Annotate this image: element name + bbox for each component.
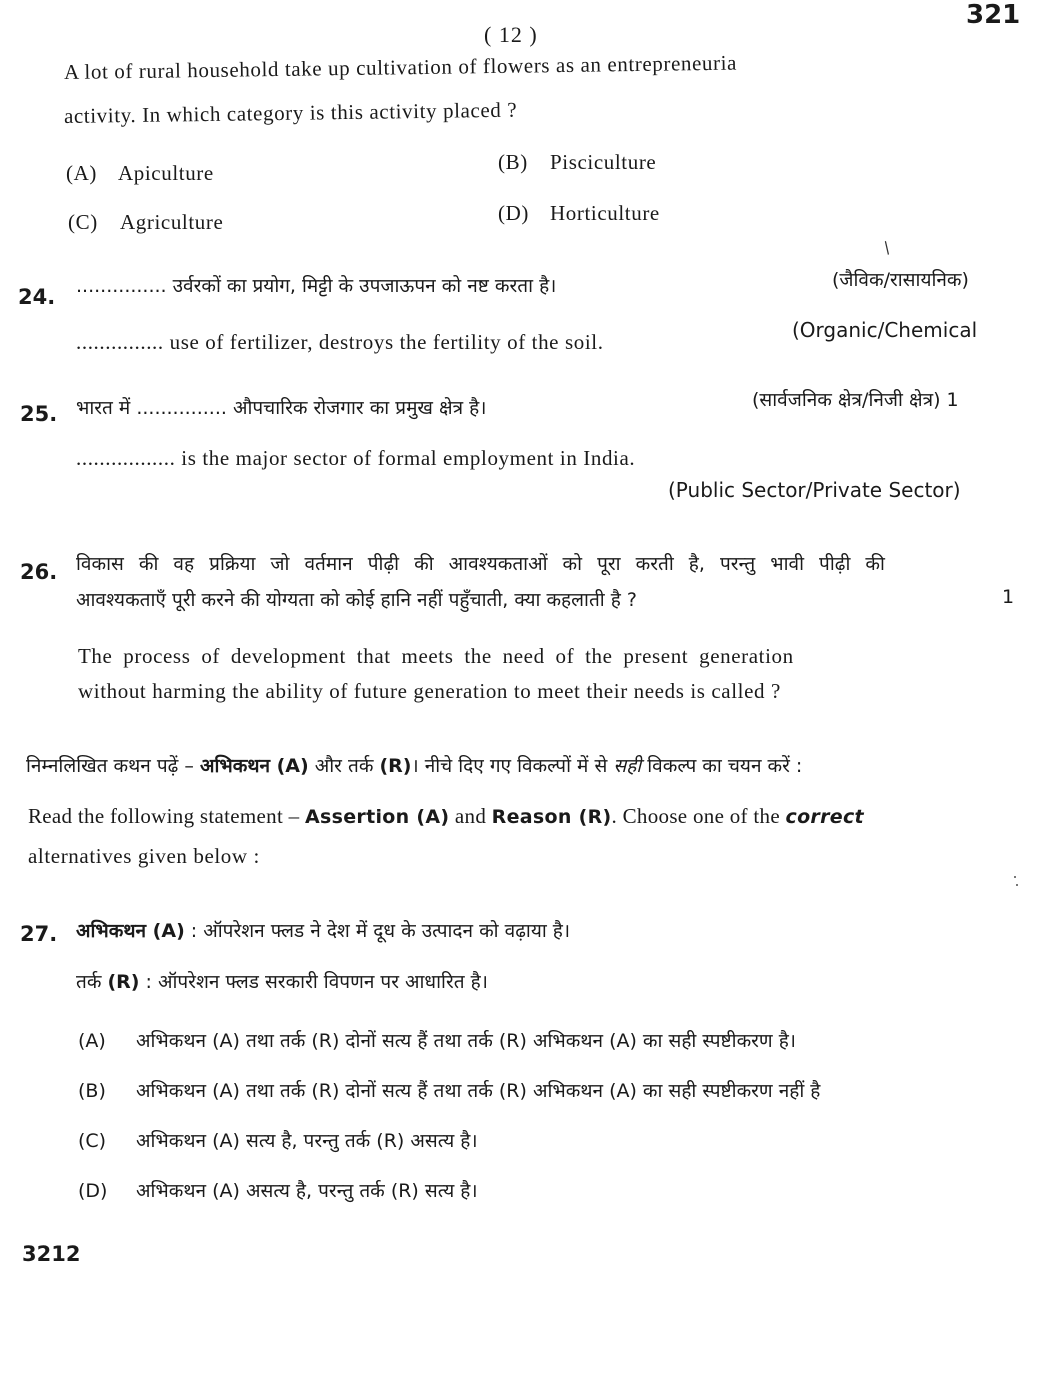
instruction-english-reason: Reason (R) — [491, 806, 612, 828]
question-25-hindi-choice: (सार्वजनिक क्षेत्र/निजी क्षेत्र) 1 — [752, 389, 959, 411]
option-label: (B) — [498, 150, 528, 174]
option-label: (D) — [78, 1180, 108, 1202]
question-27-assertion — [76, 917, 570, 943]
question-27-option-c — [78, 1127, 478, 1153]
question-25-hindi: भारत में ............... औपचारिक रोजगार का प्रमुख क्षेत्र है। — [76, 397, 487, 419]
scan-speck — [1016, 884, 1018, 886]
instruction-english-line2: alternatives given below : — [28, 844, 260, 868]
question-26-hindi-line2: आवश्यकताएँ पूरी करने की योग्यता को कोई हानि नहीं पहुँचाती, क्या कहलाती है ? — [76, 589, 637, 611]
option-text: अभिकथन (A) सत्य है, परन्तु तर्क (R) असत्य है। — [136, 1130, 478, 1152]
question-number: 27. — [20, 922, 58, 946]
reason-label: तर्क — [76, 971, 108, 993]
question-number: 25. — [20, 402, 58, 426]
question-27-reason — [76, 968, 488, 994]
option-label: (C) — [68, 210, 98, 234]
option-text: Pisciculture — [550, 150, 657, 174]
question-number: 26. — [20, 560, 58, 584]
assertion-text: : ऑपरेशन फ्लड ने देश में दूध के उत्पादन को वढ़ाया है। — [184, 920, 571, 942]
instruction-hindi — [26, 752, 802, 778]
question-23-option-d — [498, 201, 660, 226]
question-23-text-line2: activity. In which category is this activity placed ? — [63, 97, 518, 128]
question-26-hindi-line1: विकास की वह प्रक्रिया जो वर्तमान पीढ़ी की आवश्यकताओं को पूरा करती है, परन्तु भावी पीढ़ी की — [76, 553, 885, 575]
footer-paper-code: 3212 — [22, 1242, 81, 1266]
page-number: ( 12 ) — [484, 22, 538, 47]
question-26-english-line1: The process of development that meets the need of the present generation — [78, 644, 794, 668]
option-label: (A) — [66, 161, 97, 185]
instruction-hindi-correct: सही — [613, 755, 642, 777]
option-text: Apiculture — [118, 161, 214, 185]
instruction-english-assertion: Assertion (A) — [305, 806, 450, 828]
question-23-option-b — [498, 150, 656, 175]
question-27-option-a — [78, 1027, 796, 1053]
instruction-english-part: Read the following statement – — [28, 804, 305, 828]
instruction-english-line1 — [28, 804, 864, 829]
question-27-option-d — [78, 1177, 478, 1203]
option-text: Horticulture — [550, 201, 660, 225]
scan-speck — [1014, 876, 1016, 878]
question-23-option-c — [68, 210, 223, 235]
option-text: Agriculture — [120, 210, 224, 234]
option-label: (C) — [78, 1130, 107, 1152]
reason-label-r: (R) — [107, 971, 140, 993]
option-label: (D) — [498, 201, 529, 225]
instruction-hindi-assertion: अभिकथन (A) — [199, 755, 309, 777]
question-26-marks: 1 — [1002, 586, 1015, 608]
question-24-english-choice: (Organic/Chemical — [792, 318, 978, 342]
question-24-english: ............... use of fertilizer, destroys the fertility of the soil. — [76, 330, 604, 354]
question-23-text-line1: A lot of rural household take up cultivation of flowers as an entrepreneuria — [63, 50, 738, 84]
paper-code-top: 321 — [966, 0, 1021, 30]
reason-text: : ऑपरेशन फ्लड सरकारी विपणन पर आधारित है। — [139, 971, 488, 993]
question-27-option-b — [78, 1077, 820, 1103]
pencil-tick-icon: / — [879, 237, 894, 258]
instruction-hindi-part: विकल्प का चयन करें : — [641, 755, 803, 777]
question-number: 24. — [18, 285, 56, 309]
instruction-hindi-reason: (R) — [379, 755, 412, 777]
option-label: (B) — [78, 1080, 106, 1102]
question-25-english-choice: (Public Sector/Private Sector) — [668, 478, 961, 502]
question-23-option-a — [66, 161, 214, 186]
option-text: अभिकथन (A) असत्य है, परन्तु तर्क (R) सत्य है। — [136, 1180, 478, 1202]
option-text: अभिकथन (A) तथा तर्क (R) दोनों सत्य हैं तथा तर्क (R) अभिकथन (A) का सही स्पष्टीकरण है। — [136, 1030, 797, 1052]
question-25-english: ................. is the major sector of formal employment in India. — [76, 446, 636, 470]
instruction-english-part: . Choose one of the — [611, 804, 786, 828]
instruction-hindi-part: निम्नलिखित कथन पढ़ें – — [26, 755, 200, 777]
option-label: (A) — [78, 1030, 106, 1052]
option-text: अभिकथन (A) तथा तर्क (R) दोनों सत्य हैं तथा तर्क (R) अभिकथन (A) का सही स्पष्टीकरण नहीं है — [136, 1080, 821, 1102]
instruction-english-part: and — [449, 804, 492, 828]
instruction-hindi-part: और तर्क — [308, 755, 380, 777]
instruction-english-correct: correct — [785, 806, 864, 828]
assertion-label: अभिकथन (A) — [76, 920, 185, 942]
question-24-hindi-choice: (जैविक/रासायनिक) — [832, 269, 969, 291]
instruction-hindi-part: । नीचे दिए गए विकल्पों में से — [411, 755, 614, 777]
question-24-hindi: ............... उर्वरकों का प्रयोग, मिट्टी के उपजाऊपन को नष्ट करता है। — [76, 275, 557, 297]
question-26-english-line2: without harming the ability of future generation to meet their needs is called ? — [78, 679, 781, 703]
